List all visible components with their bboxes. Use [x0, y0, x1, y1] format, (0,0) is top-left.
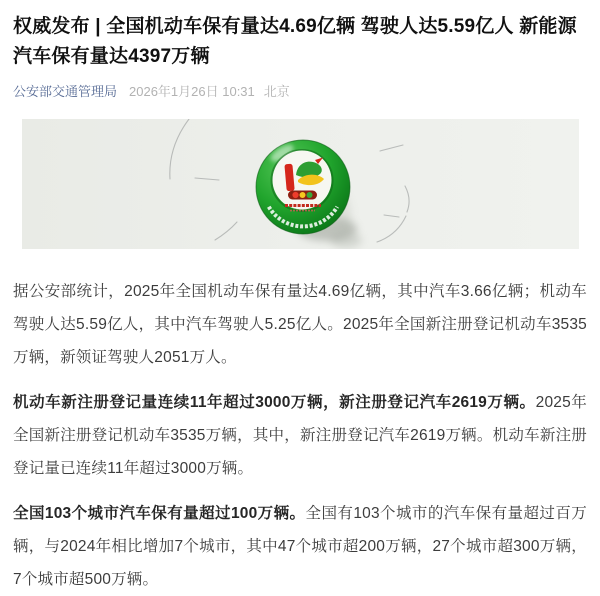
traffic-safety-badge [256, 140, 350, 234]
text-segment: 全国有103个城市的汽车保有量超过百万辆，与2024年相比增加7个城市，其中47个城市超200万辆，27个城市超300万辆，7个城市超500万辆。 [13, 505, 587, 588]
article-paragraph [13, 275, 587, 374]
article-paragraph [13, 497, 587, 596]
publish-location: 北京 [263, 84, 290, 99]
bold-text-segment: 机动车新注册登记量连续11年超过3000万辆，新注册登记汽车2619万辆。 [13, 394, 536, 411]
article-byline [13, 83, 587, 100]
traffic-light-icon [288, 191, 317, 200]
bold-text-segment: 全国103个城市汽车保有量超过100万辆。 [13, 505, 306, 522]
account-name-link[interactable]: 公安部交通管理局 [13, 84, 118, 99]
text-segment: 2025年全国新注册登记机动车3535万辆，其中，新注册登记汽车2619万辆。机动车新注册登记量已连续11年超过3000万辆。 [13, 394, 587, 477]
article-paragraph [13, 386, 587, 485]
publish-datetime: 2026年1月26日 10:31 [129, 84, 255, 99]
article-body [13, 275, 587, 596]
text-segment: 据公安部统计，2025年全国机动车保有量达4.69亿辆，其中汽车3.66亿辆；机动车驾驶人达5.59亿人，其中汽车驾驶人5.25亿人。2025年全国新注册登记机动车3535万辆，新领证驾驶人2051万人。 [13, 283, 587, 366]
hero-image[interactable] [22, 119, 579, 249]
traffic-safety-badge-illustration [22, 119, 579, 249]
article-title: 权威发布 | 全国机动车保有量达4.69亿辆 驾驶人达5.59亿人 新能源汽车保有量达4397万辆 [13, 16, 577, 67]
